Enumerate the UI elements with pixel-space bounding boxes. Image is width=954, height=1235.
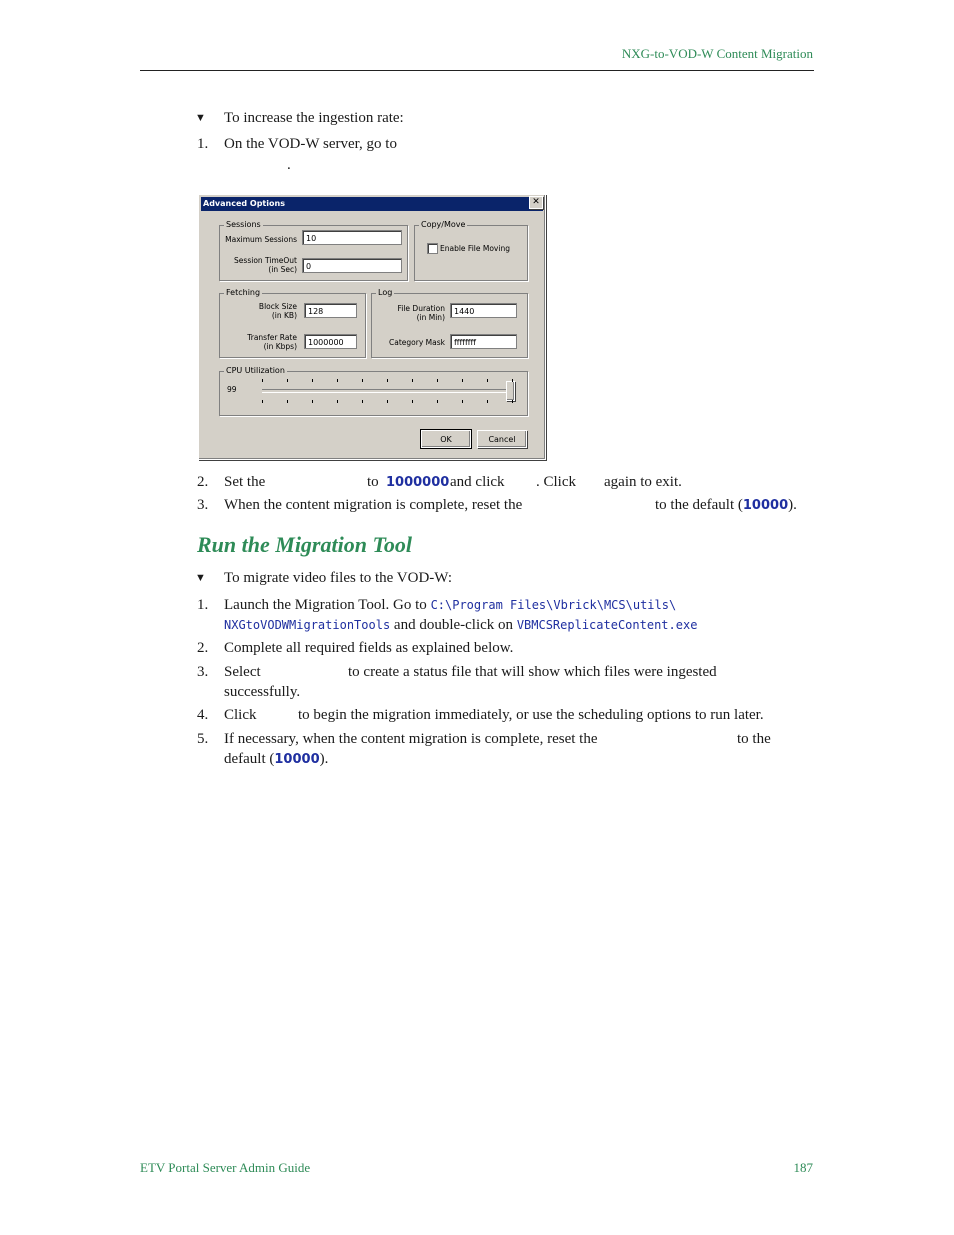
text-part: default ( bbox=[224, 751, 275, 767]
step-text: On the VOD-W server, go to bbox=[224, 136, 397, 152]
slider-tick bbox=[412, 400, 413, 403]
step-number: 2. bbox=[197, 474, 209, 490]
label-line: Block Size bbox=[258, 302, 297, 311]
text-part: ). bbox=[788, 497, 797, 513]
step-text: successfully. bbox=[224, 684, 301, 700]
step-text: to the bbox=[737, 731, 771, 747]
slider-tick bbox=[512, 400, 513, 403]
text-part: and double-click on bbox=[393, 617, 514, 633]
section-heading: Run the Migration Tool bbox=[197, 532, 412, 557]
group-label: Log bbox=[378, 288, 393, 297]
file-duration-label bbox=[373, 304, 445, 322]
step-number: 1. bbox=[197, 597, 209, 613]
step-number: 3. bbox=[197, 497, 209, 513]
step-number: 5. bbox=[197, 731, 209, 747]
label-line: File Duration bbox=[397, 304, 445, 313]
slider-tick bbox=[287, 400, 288, 403]
running-header: NXG-to-VOD-W Content Migration bbox=[621, 46, 813, 61]
step-text: When the content migration is complete, reset the bbox=[224, 497, 523, 513]
footer-title: ETV Portal Server Admin Guide bbox=[140, 1160, 311, 1175]
session-timeout-input[interactable]: 0 bbox=[302, 258, 402, 273]
step-text: . Click bbox=[536, 474, 576, 490]
text-part: to the default ( bbox=[655, 497, 743, 513]
group-label: Sessions bbox=[226, 220, 261, 229]
code-path: VBMCSReplicateContent.exe bbox=[516, 618, 698, 632]
slider-tick bbox=[462, 400, 463, 403]
slider-tick bbox=[312, 400, 313, 403]
cpu-slider-thumb[interactable] bbox=[506, 381, 515, 401]
step-text: Click bbox=[224, 707, 257, 723]
group-label: Copy/Move bbox=[421, 220, 466, 229]
procedure-intro: To increase the ingestion rate: bbox=[224, 110, 404, 126]
step-text bbox=[224, 615, 697, 635]
step-text: to create a status file that will show which files were ingested bbox=[348, 664, 717, 680]
slider-tick bbox=[262, 400, 263, 403]
cancel-button[interactable]: Cancel bbox=[477, 430, 527, 448]
transfer-rate-label bbox=[221, 333, 297, 351]
block-size-input[interactable]: 128 bbox=[304, 303, 357, 318]
slider-tick bbox=[487, 379, 488, 382]
slider-tick bbox=[512, 379, 513, 382]
slider-tick bbox=[387, 379, 388, 382]
slider-tick bbox=[387, 400, 388, 403]
step-text bbox=[224, 749, 328, 770]
group-label: Fetching bbox=[226, 288, 261, 297]
step-text: to begin the migration immediately, or use the scheduling options to run later. bbox=[298, 707, 764, 723]
label-line: (in Sec) bbox=[268, 265, 297, 274]
code-value: 10000 bbox=[742, 498, 789, 513]
slider-tick bbox=[337, 400, 338, 403]
session-timeout-label bbox=[219, 256, 297, 274]
max-sessions-label: Maximum Sessions bbox=[225, 235, 297, 244]
label-line: Transfer Rate bbox=[247, 333, 297, 342]
step-text: again to exit. bbox=[604, 474, 682, 490]
transfer-rate-input[interactable]: 1000000 bbox=[304, 334, 357, 349]
cpu-value-label: 99 bbox=[227, 385, 237, 394]
enable-file-moving-checkbox[interactable] bbox=[427, 243, 438, 254]
enable-file-moving-label: Enable File Moving bbox=[440, 244, 510, 253]
step-text: If necessary, when the content migration is complete, reset the bbox=[224, 731, 598, 747]
step-text-cont: . bbox=[287, 157, 291, 173]
group-label: CPU Utilization bbox=[226, 366, 285, 375]
slider-tick bbox=[412, 379, 413, 382]
slider-tick bbox=[287, 379, 288, 382]
code-value: 1000000 bbox=[386, 475, 450, 490]
triangle-bullet-icon: ▼ bbox=[195, 112, 206, 124]
slider-tick bbox=[437, 379, 438, 382]
triangle-bullet-icon: ▼ bbox=[195, 572, 206, 584]
slider-tick bbox=[337, 379, 338, 382]
code-path: NXGtoVODWMigrationTools bbox=[224, 618, 391, 632]
ok-button[interactable]: OK bbox=[421, 430, 471, 448]
step-text: Complete all required fields as explained below. bbox=[224, 640, 514, 656]
step-text: to bbox=[367, 474, 379, 490]
step-code bbox=[386, 472, 449, 493]
slider-tick bbox=[362, 400, 363, 403]
step-text: Select bbox=[224, 664, 261, 680]
file-duration-input[interactable]: 1440 bbox=[450, 303, 517, 318]
dialog-title: Advanced Options bbox=[201, 197, 543, 211]
step-text bbox=[655, 495, 797, 516]
step-text: Set the bbox=[224, 474, 266, 490]
advanced-options-dialog bbox=[198, 194, 546, 460]
cpu-slider-track[interactable] bbox=[262, 389, 512, 393]
slider-tick bbox=[312, 379, 313, 382]
cpu-utilization-group bbox=[219, 366, 528, 416]
slider-tick bbox=[462, 379, 463, 382]
label-line: (in KB) bbox=[271, 311, 297, 320]
label-line: Session TimeOut bbox=[234, 256, 297, 265]
block-size-label bbox=[221, 302, 297, 320]
step-number: 2. bbox=[197, 640, 209, 656]
step-number: 3. bbox=[197, 664, 209, 680]
label-line: (in Kbps) bbox=[263, 342, 297, 351]
slider-tick bbox=[362, 379, 363, 382]
text-part: ). bbox=[319, 751, 329, 767]
step-number: 4. bbox=[197, 707, 209, 723]
slider-tick bbox=[487, 400, 488, 403]
page-number: 187 bbox=[793, 1160, 813, 1175]
step-text bbox=[224, 595, 676, 615]
label-line: (in Min) bbox=[416, 313, 445, 322]
max-sessions-input[interactable]: 10 bbox=[302, 230, 402, 245]
slider-tick bbox=[437, 400, 438, 403]
slider-tick bbox=[262, 379, 263, 382]
code-path: C:\Program Files\Vbrick\MCS\utils\ bbox=[430, 598, 677, 612]
close-icon[interactable]: ✕ bbox=[529, 196, 543, 209]
header-rule bbox=[140, 70, 814, 71]
category-mask-input[interactable]: ffffffff bbox=[450, 334, 517, 349]
step-number: 1. bbox=[197, 136, 209, 152]
category-mask-label: Category Mask bbox=[389, 338, 445, 347]
procedure-intro: To migrate video files to the VOD-W: bbox=[224, 570, 453, 586]
step-text: and click bbox=[450, 474, 505, 490]
text-part: Launch the Migration Tool. Go to bbox=[224, 597, 427, 613]
code-value: 10000 bbox=[274, 752, 320, 767]
